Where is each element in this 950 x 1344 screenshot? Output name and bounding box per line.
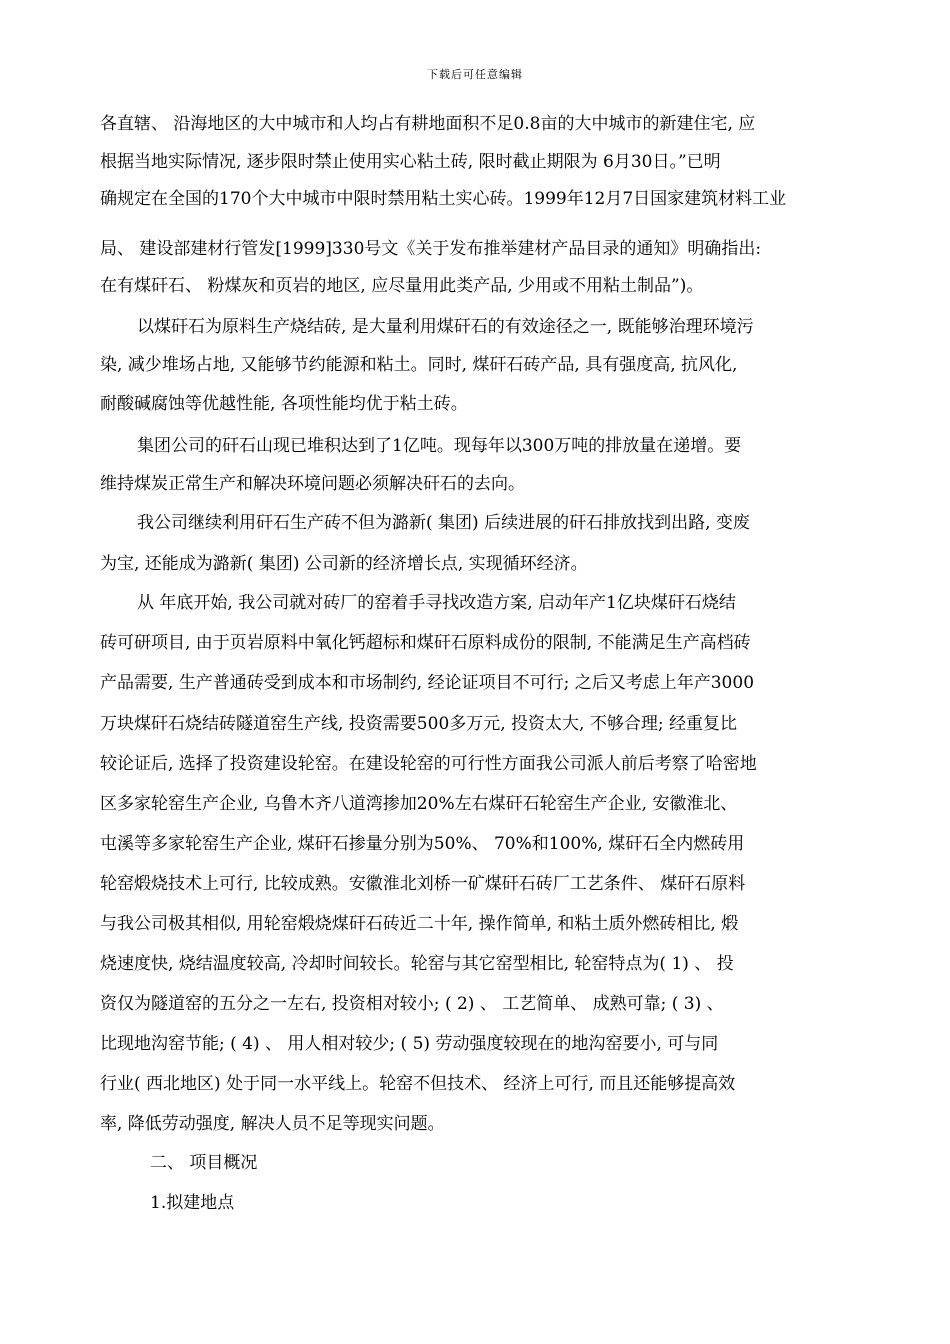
text-line: 确规定在全国的170个大中城市中限时禁用粘土实心砖。1999年12月7日国家建筑材料工业 [100,189,787,209]
text-line: 率, 降低劳动强度, 解决人员不足等现实问题。 [100,1114,445,1134]
text-line: 与我公司极其相似, 用轮窑煅烧煤矸石砖近二十年, 操作简单, 和粘土质外燃砖相比, 煅 [100,914,739,934]
page-header: 下载后可任意编辑 [427,68,523,81]
text-line: 从 年底开始, 我公司就对砖厂的窑着手寻找改造方案, 启动年产1亿块煤矸石烧结 [137,593,736,613]
text-line: 砖可研项目, 由于页岩原料中氧化钙超标和煤矸石原料成份的限制, 不能满足生产高档砖 [100,633,751,653]
text-line: 集团公司的矸石山现已堆积达到了1亿吨。现每年以300万吨的排放量在递增。要 [137,436,742,456]
text-line: 产品需要, 生产普通砖受到成本和市场制约, 经论证项目不可行; 之后又考虑上年产3000 [100,673,755,693]
section-heading: 二、 项目概况 [150,1153,258,1173]
subsection-heading: 1.拟建地点 [150,1193,235,1213]
text-line: 轮窑煅烧技术上可行, 比较成熟。安徽淮北刘桥一矿煤矸石砖厂工艺条件、 煤矸石原料 [100,874,746,894]
text-line: 染, 减少堆场占地, 又能够节约能源和粘土。同时, 煤矸石砖产品, 具有强度高, 抗风化, [100,355,738,375]
text-line: 万块煤矸石烧结砖隧道窑生产线, 投资需要500多万元, 投资太大, 不够合理; 经重复比 [100,714,738,734]
text-line: 比现地沟窑节能; ( 4) 、 用人相对较少; ( 5) 劳动强度较现在的地沟窑要小, 可与同 [100,1034,719,1054]
text-line: 我公司继续利用矸石生产砖不但为潞新( 集团) 后续进展的矸石排放找到出路, 变废 [137,513,750,533]
text-line: 各直辖、 沿海地区的大中城市和人均占有耕地面积不足0.8亩的大中城市的新建住宅, 应 [100,114,756,134]
text-line: 区多家轮窑生产企业, 乌鲁木齐八道湾掺加20%左右煤矸石轮窑生产企业, 安徽淮北、 [100,794,738,814]
text-line: 为宝, 还能成为潞新( 集团) 公司新的经济增长点, 实现循环经济。 [100,554,588,574]
text-line: 资仅为隧道窑的五分之一左右, 投资相对较小; ( 2) 、 工艺简单、 成熟可靠; ( 3) 、 [100,994,724,1014]
text-line: 局、 建设部建材行管发[1999]330号文《关于发布推举建材产品目录的通知》明确指出: [100,239,762,259]
text-line: 耐酸碱腐蚀等优越性能, 各项性能均优于粘土砖。 [100,394,468,414]
text-line: 维持煤炭正常生产和解决环境问题必须解决矸石的去向。 [100,474,525,494]
text-line: 烧速度快, 烧结温度较高, 冷却时间较长。轮窑与其它窑型相比, 轮窑特点为( 1) 、 投 [100,954,734,974]
text-line: 行业( 西北地区) 处于同一水平线上。轮窑不但技术、 经济上可行, 而且还能够提高效 [100,1074,736,1094]
text-line: 较论证后, 选择了投资建设轮窑。在建设轮窑的可行性方面我公司派人前后考察了哈密地 [100,754,757,774]
text-line: 根据当地实际情况, 逐步限时禁止使用实心粘土砖, 限时截止期限为 6月30日。”已明 [100,152,721,172]
text-line: 在有煤矸石、 粉煤灰和页岩的地区, 应尽量用此类产品, 少用或不用粘土制品”)。 [100,276,704,296]
text-line: 以煤矸石为原料生产烧结砖, 是大量利用煤矸石的有效途径之一, 既能够治理环境污 [137,317,754,337]
text-line: 屯溪等多家轮窑生产企业, 煤矸石掺量分别为50%、 70%和100%, 煤矸石全内燃砖用 [100,834,745,854]
